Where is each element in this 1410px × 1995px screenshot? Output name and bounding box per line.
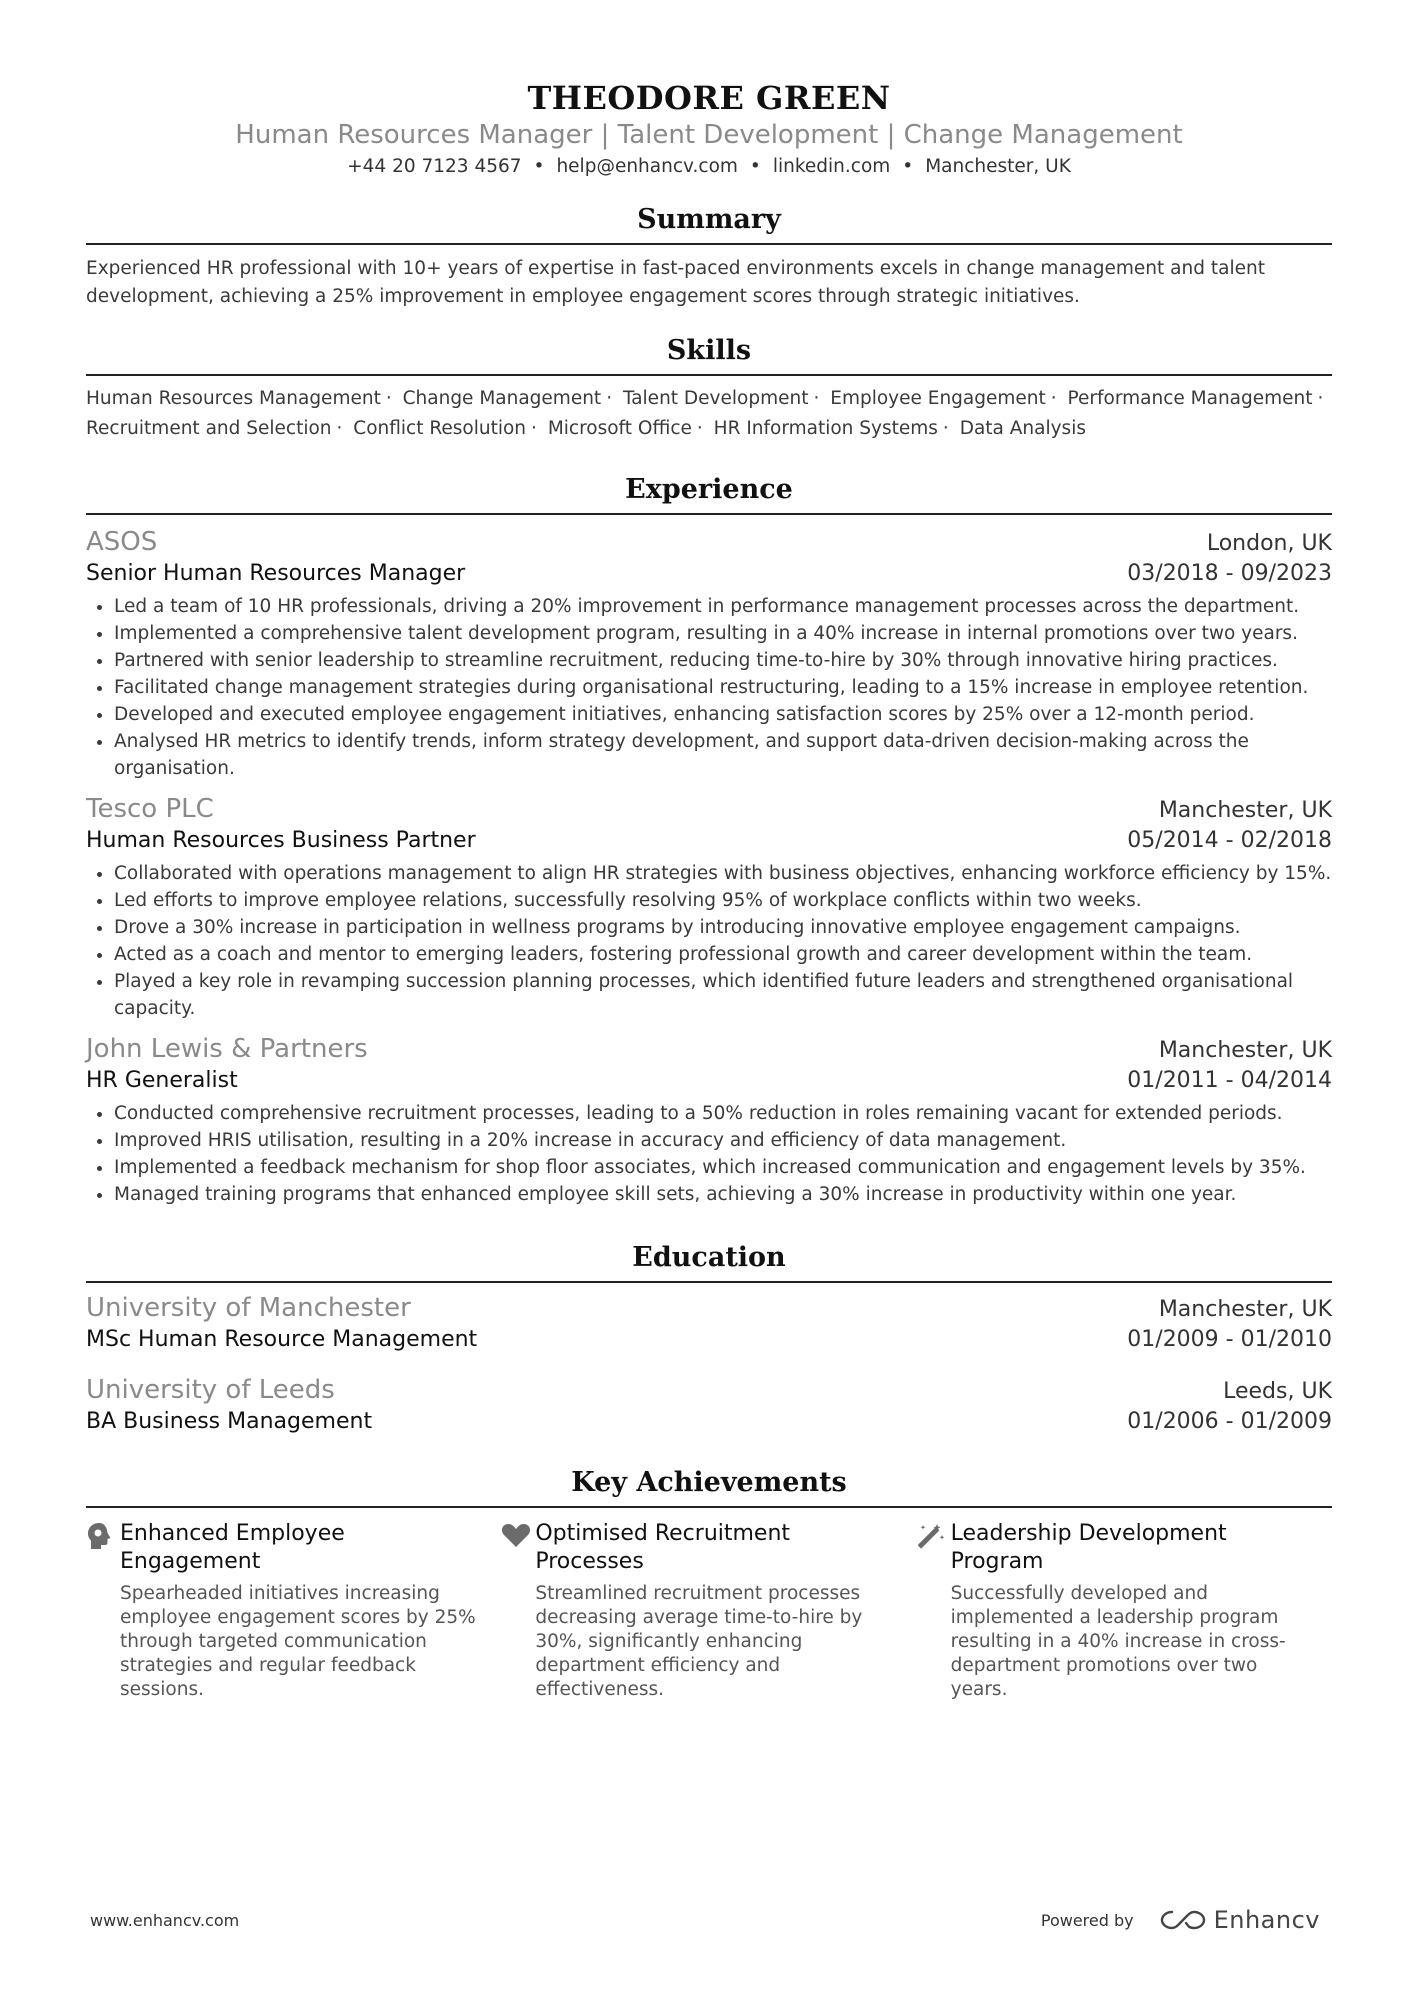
skill-separator: · xyxy=(606,388,613,409)
education-entry xyxy=(86,1291,1332,1355)
bullet-item: • Developed and executed employee engagement initiatives, enhancing satisfaction scores by 25% over a 12-month period. xyxy=(114,701,1332,728)
powered-by xyxy=(1041,1906,1320,1934)
achievement-item xyxy=(501,1520,916,1702)
skill-item: Recruitment and Selection xyxy=(86,418,332,439)
contact-line xyxy=(86,154,1332,180)
email-link[interactable]: help@enhancv.com xyxy=(556,156,738,177)
separator-dot: • xyxy=(749,156,761,177)
bullet-item: • Partnered with senior leadership to streamline recruitment, reducing time-to-hire by 30% through innovative hiring practices. xyxy=(114,647,1332,674)
degree: MSc Human Resource Management xyxy=(86,1327,478,1352)
skill-separator: · xyxy=(813,388,820,409)
bullet-item: • Facilitated change management strategies during organisational restructuring, leading to a 15% increase in employee retention. xyxy=(114,674,1332,701)
skills-list xyxy=(86,384,1332,444)
bullet-item: • Collaborated with operations management to align HR strategies with business objectives, enhancing workforce efficiency by 15%. xyxy=(114,860,1332,887)
candidate-name: THEODORE GREEN xyxy=(527,79,891,117)
job-role: Human Resources Business Partner xyxy=(86,828,476,853)
school-name: University of Manchester xyxy=(86,1293,411,1323)
achievement-item xyxy=(917,1520,1332,1702)
skill-item: Change Management xyxy=(402,388,602,409)
bullet-item: • Led a team of 10 HR professionals, driving a 20% improvement in performance management processes across the department. xyxy=(114,593,1332,620)
job-dates: 01/2011 - 04/2014 xyxy=(1127,1068,1332,1093)
job-role: Senior Human Resources Manager xyxy=(86,561,466,586)
heart-icon xyxy=(501,1520,535,1702)
section-title-summary: Summary xyxy=(86,202,1332,245)
candidate-tagline: Human Resources Manager | Talent Development | Change Management xyxy=(235,120,1183,150)
education-entry xyxy=(86,1373,1332,1437)
magic-wand-icon xyxy=(917,1520,951,1702)
job-entry xyxy=(86,525,1332,782)
head-icon xyxy=(86,1520,120,1702)
skill-separator: · xyxy=(1317,388,1324,409)
skill-item: Talent Development xyxy=(622,388,809,409)
achievement-text: Successfully developed and implemented a leadership program resulting in a 40% increase in cross-department promotions over two years. xyxy=(950,1583,1286,1700)
education-dates: 01/2009 - 01/2010 xyxy=(1127,1327,1332,1352)
job-bullets xyxy=(86,1100,1332,1208)
company-name: John Lewis & Partners xyxy=(86,1034,368,1064)
company-name: ASOS xyxy=(86,527,158,557)
bullet-item: • Analysed HR metrics to identify trends, inform strategy development, and support data-driven decision-making across the organisation. xyxy=(114,728,1332,782)
degree: BA Business Management xyxy=(86,1409,373,1434)
job-dates: 03/2018 - 09/2023 xyxy=(1127,561,1332,586)
skill-item: Performance Management xyxy=(1067,388,1313,409)
job-location: London, UK xyxy=(1206,531,1332,556)
company-name: Tesco PLC xyxy=(86,794,214,824)
skill-separator: · xyxy=(942,418,949,439)
bullet-item: • Drove a 30% increase in participation in wellness programs by introducing innovative employee engagement campaigns. xyxy=(114,914,1332,941)
phone: +44 20 7123 4567 xyxy=(347,156,522,177)
achievement-title: Optimised Recruitment Processes xyxy=(535,1521,791,1574)
skill-item: Human Resources Management xyxy=(86,388,381,409)
footer-url-link[interactable]: www.enhancv.com xyxy=(90,1910,240,1930)
job-entry xyxy=(86,792,1332,1022)
bullet-item: • Managed training programs that enhanced employee skill sets, achieving a 30% increase in productivity within one year. xyxy=(114,1181,1332,1208)
bullet-item: • Led efforts to improve employee relations, successfully resolving 95% of workplace conflicts within two weeks. xyxy=(114,887,1332,914)
skills-section xyxy=(86,333,1332,444)
achievements-section xyxy=(86,1465,1332,1702)
powered-by-label: Powered by xyxy=(1040,1910,1134,1930)
school-location: Leeds, UK xyxy=(1223,1379,1332,1404)
resume-page xyxy=(86,0,1332,1702)
section-title-education: Education xyxy=(86,1240,1332,1283)
school-location: Manchester, UK xyxy=(1158,1297,1332,1322)
skill-item: HR Information Systems xyxy=(713,418,938,439)
enhancv-logo-icon xyxy=(1160,1909,1206,1931)
school-name: University of Leeds xyxy=(86,1375,335,1405)
bullet-item: • Improved HRIS utilisation, resulting in a 20% increase in accuracy and efficiency of data management. xyxy=(114,1127,1332,1154)
achievement-item xyxy=(86,1520,501,1702)
skill-item: Data Analysis xyxy=(959,418,1086,439)
separator-dot: • xyxy=(902,156,914,177)
section-title-experience: Experience xyxy=(86,472,1332,515)
bullet-item: • Implemented a feedback mechanism for shop floor associates, which increased communication and engagement levels by 35%. xyxy=(114,1154,1332,1181)
job-bullets xyxy=(86,860,1332,1022)
skill-separator: · xyxy=(385,388,392,409)
skill-item: Employee Engagement xyxy=(830,388,1046,409)
education-dates: 01/2006 - 01/2009 xyxy=(1127,1409,1332,1434)
job-location: Manchester, UK xyxy=(1158,1038,1332,1063)
job-location: Manchester, UK xyxy=(1158,798,1332,823)
skill-separator: · xyxy=(531,418,537,439)
achievement-title: Leadership Development Program xyxy=(950,1521,1227,1574)
job-role: HR Generalist xyxy=(86,1068,238,1093)
location: Manchester, UK xyxy=(925,156,1071,177)
page-footer xyxy=(90,1906,1320,1934)
skill-separator: · xyxy=(336,418,343,439)
section-title-skills: Skills xyxy=(86,333,1332,376)
bullet-item: • Played a key role in revamping succession planning processes, which identified future leaders and strengthened organisational capacity. xyxy=(114,968,1332,1022)
achievement-text: Spearheaded initiatives increasing employee engagement scores by 25% through targeted communication strategies and regular feedback sessions. xyxy=(120,1583,476,1700)
job-entry xyxy=(86,1032,1332,1208)
skill-item: Conflict Resolution xyxy=(353,418,527,439)
bullet-item: • Acted as a coach and mentor to emerging leaders, fostering professional growth and career development within the team. xyxy=(114,941,1332,968)
section-title-achievements: Key Achievements xyxy=(86,1465,1332,1508)
bullet-item: • Conducted comprehensive recruitment processes, leading to a 50% reduction in roles remaining vacant for extended periods. xyxy=(114,1100,1332,1127)
brand-name[interactable]: Enhancv xyxy=(1213,1906,1320,1934)
job-dates: 05/2014 - 02/2018 xyxy=(1127,828,1332,853)
achievement-text: Streamlined recruitment processes decreasing average time-to-hire by 30%, significantly enhancing department efficiency and effectiveness. xyxy=(535,1583,863,1700)
skill-item: Microsoft Office xyxy=(547,418,692,439)
separator-dot: • xyxy=(533,156,545,177)
education-section xyxy=(86,1240,1332,1437)
skill-separator: · xyxy=(1050,388,1057,409)
experience-section xyxy=(86,472,1332,1208)
summary-section xyxy=(86,202,1332,311)
bullet-item: • Implemented a comprehensive talent development program, resulting in a 40% increase in internal promotions over two years. xyxy=(114,620,1332,647)
achievements-grid xyxy=(86,1520,1332,1702)
achievement-title: Enhanced Employee Engagement xyxy=(120,1521,345,1574)
job-bullets xyxy=(86,593,1332,782)
linkedin-link[interactable]: linkedin.com xyxy=(772,156,891,177)
skill-separator: · xyxy=(696,418,703,439)
summary-text: Experienced HR professional with 10+ years of expertise in fast-paced environments excels in change management and talent development, achieving a 25% improvement in employee engagement scores through strategic initiatives. xyxy=(86,258,1265,307)
